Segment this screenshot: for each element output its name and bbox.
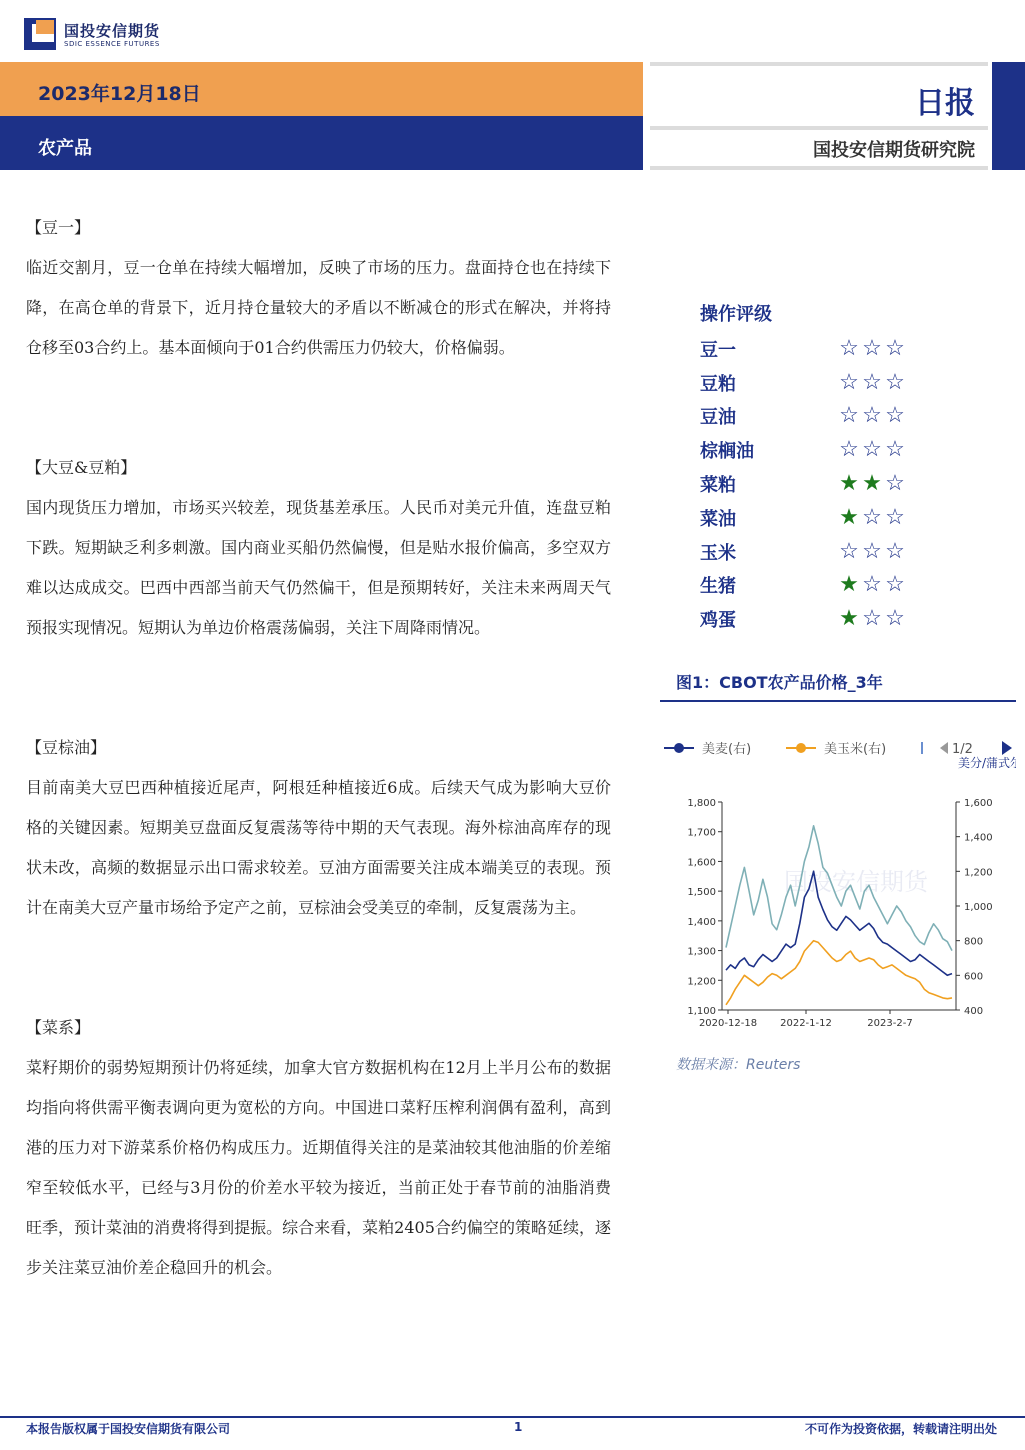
rating-stars bbox=[838, 608, 906, 630]
x-tick-label: 2022-1-12 bbox=[780, 1018, 832, 1029]
left-tick-label: 1,100 bbox=[687, 1006, 716, 1017]
rating-row bbox=[700, 433, 960, 467]
star-empty-icon: ☆ bbox=[839, 437, 859, 463]
rating-commodity-name: 豆油 bbox=[700, 407, 736, 429]
star-empty-icon: ☆ bbox=[862, 369, 882, 395]
series-line-2 bbox=[726, 941, 952, 1005]
star-empty-icon: ☆ bbox=[862, 606, 882, 632]
legend-label-corn: 美玉米(右) bbox=[824, 742, 887, 757]
legend-label-wheat: 美麦(右) bbox=[702, 742, 752, 757]
rating-stars bbox=[838, 504, 906, 530]
header-divider-bottom bbox=[650, 166, 988, 170]
star-empty-icon: ☆ bbox=[862, 437, 882, 463]
rating-row bbox=[700, 332, 960, 366]
star-empty-icon: ☆ bbox=[885, 572, 905, 598]
left-tick-label: 1,300 bbox=[687, 946, 716, 958]
rating-stars bbox=[838, 574, 906, 596]
chart-legend bbox=[664, 741, 1016, 770]
right-tick-label: 1,400 bbox=[964, 832, 993, 844]
star-empty-icon: ☆ bbox=[885, 606, 905, 632]
legend-prev-icon[interactable] bbox=[940, 742, 948, 754]
section-body: 临近交割月，豆一仓单在持续大幅增加，反映了市场的压力。盘面持仓也在持续下降，在高仓单的背景下，近月持仓量较大的矛盾以不断减仓的形式在解决，并将持仓移至03合约上。基本面倾向于01合约供需压力仍较大，价格偏弱。 bbox=[26, 258, 611, 357]
rating-panel bbox=[700, 298, 960, 636]
section-title: 【大豆&豆粕】 bbox=[26, 458, 137, 477]
section-bar bbox=[0, 116, 643, 170]
rating-row bbox=[700, 366, 960, 400]
section-soybean-meal bbox=[26, 448, 611, 648]
logo-icon bbox=[24, 18, 56, 50]
right-tick-label: 400 bbox=[964, 1006, 984, 1017]
section-rapeseed bbox=[26, 1008, 611, 1288]
rating-row bbox=[700, 467, 960, 501]
rating-stars bbox=[838, 369, 906, 395]
rating-row bbox=[700, 602, 960, 636]
x-tick-label: 2023-2-7 bbox=[867, 1018, 913, 1029]
rating-commodity-name: 鸡蛋 bbox=[700, 610, 736, 632]
section-body: 菜籽期价的弱势短期预计仍将延续，加拿大官方数据机构在12月上半月公布的数据均指向将供需平衡表调向更为宽松的方向。中国进口菜籽压榨利润偶有盈利，高到港的压力对下游菜系价格仍构成压力。近期值得关注的是菜油较其他油脂的价差缩窄至较低水平，已经与3月份的价差水平较为接近，当前正处于春节前的油脂消费旺季，预计菜油的消费将得到提振。综合来看，菜粕2405合约偏空的策略延续，逐步关注菜豆油价差企稳回升的机会。 bbox=[26, 1058, 611, 1277]
rating-commodity-name: 生猪 bbox=[700, 576, 736, 598]
section-body: 目前南美大豆巴西种植接近尾声，阿根廷种植接近6成。后续天气成为影响大豆价格的关键因素。短期美豆盘面反复震荡等待中期的天气表现。海外棕油高库存的现状未改，高频的数据显示出口需求较差。豆油方面需要关注成本端美豆的表现。预计在南美大豆产量市场给予定产之前，豆棕油会受美豆的牵制，反复震荡为主。 bbox=[26, 778, 611, 917]
rating-commodity-name: 棕榈油 bbox=[700, 441, 754, 463]
rating-row bbox=[700, 535, 960, 569]
section-title: 【豆棕油】 bbox=[26, 738, 107, 757]
report-section: 农产品 bbox=[38, 138, 92, 159]
rating-stars bbox=[838, 538, 906, 564]
chart-watermark: 国投安信期货 bbox=[784, 868, 928, 896]
legend-next-icon[interactable] bbox=[1002, 741, 1012, 755]
right-tick-label: 1,600 bbox=[964, 798, 993, 809]
star-filled-icon: ★ bbox=[839, 606, 859, 632]
star-empty-icon: ☆ bbox=[885, 538, 905, 564]
left-tick-label: 1,800 bbox=[687, 798, 716, 809]
star-empty-icon: ☆ bbox=[862, 572, 882, 598]
star-empty-icon: ☆ bbox=[885, 335, 905, 361]
left-tick-label: 1,600 bbox=[687, 857, 716, 869]
section-title: 【菜系】 bbox=[26, 1018, 91, 1037]
star-empty-icon: ☆ bbox=[885, 369, 905, 395]
rating-stars bbox=[838, 405, 906, 427]
section-title: 【豆一】 bbox=[26, 218, 91, 237]
rating-row bbox=[700, 400, 960, 434]
left-tick-label: 1,500 bbox=[687, 887, 716, 899]
company-logo bbox=[24, 16, 224, 52]
section-soy-palm-oil bbox=[26, 728, 611, 928]
star-empty-icon: ☆ bbox=[839, 335, 859, 361]
rating-commodity-name: 菜油 bbox=[700, 508, 736, 530]
left-tick-label: 1,400 bbox=[687, 916, 716, 928]
star-filled-icon: ★ bbox=[862, 471, 882, 497]
x-tick-label: 2020-12-18 bbox=[698, 1018, 758, 1029]
data-source: 数据来源：Reuters bbox=[676, 1057, 801, 1073]
right-axis-unit: 美分/蒲式尔 bbox=[958, 756, 1016, 770]
logo-english-name: SDIC ESSENCE FUTURES bbox=[64, 40, 160, 48]
legend-page: 1/2 bbox=[952, 742, 973, 757]
right-tick-label: 600 bbox=[964, 971, 984, 983]
rating-row bbox=[700, 569, 960, 603]
rating-commodity-name: 豆粕 bbox=[700, 373, 736, 395]
star-empty-icon: ☆ bbox=[839, 403, 859, 429]
left-tick-label: 1,700 bbox=[687, 827, 716, 839]
rating-stars bbox=[838, 335, 906, 361]
institute-name: 国投安信期货研究院 bbox=[813, 140, 975, 161]
right-tick-label: 1,000 bbox=[964, 902, 993, 913]
logo-chinese-name: 国投安信期货 bbox=[64, 22, 161, 40]
legend-marker-corn bbox=[796, 743, 806, 753]
footer-copyright: 本报告版权属于国投安信期货有限公司 bbox=[26, 1422, 231, 1436]
right-tick-label: 800 bbox=[964, 936, 984, 948]
chart-svg bbox=[660, 728, 1016, 1040]
legend-marker-wheat bbox=[674, 743, 684, 753]
footer-disclaimer: 不可作为投资依据，转载请注明出处 bbox=[804, 1422, 997, 1436]
star-filled-icon: ★ bbox=[839, 572, 859, 598]
rating-stars bbox=[838, 473, 906, 495]
figure-rule bbox=[660, 700, 1016, 702]
star-empty-icon: ☆ bbox=[862, 504, 882, 530]
header-divider-middle bbox=[650, 126, 988, 130]
star-empty-icon: ☆ bbox=[839, 369, 859, 395]
star-filled-icon: ★ bbox=[839, 471, 859, 497]
header-edge-block bbox=[992, 62, 1025, 170]
rating-stars bbox=[838, 439, 906, 461]
rating-row bbox=[700, 501, 960, 535]
star-empty-icon: ☆ bbox=[885, 471, 905, 497]
rating-commodity-name: 菜粕 bbox=[700, 475, 736, 497]
rating-title: 操作评级 bbox=[700, 304, 772, 325]
figure-title: 图1：CBOT农产品价格_3年 bbox=[676, 673, 883, 692]
star-empty-icon: ☆ bbox=[885, 403, 905, 429]
right-tick-label: 1,200 bbox=[964, 867, 993, 879]
star-empty-icon: ☆ bbox=[862, 538, 882, 564]
star-empty-icon: ☆ bbox=[862, 403, 882, 429]
section-soybean-one bbox=[26, 208, 611, 368]
report-date: 2023年12月18日 bbox=[38, 83, 201, 105]
footer-rule bbox=[0, 1416, 1025, 1418]
rating-commodity-name: 豆一 bbox=[700, 339, 736, 361]
section-body: 国内现货压力增加，市场买兴较差，现货基差承压。人民币对美元升值，连盘豆粕下跌。短期缺乏利多刺激。国内商业买船仍然偏慢，但是贴水报价偏高，多空双方难以达成成交。巴西中西部当前天气仍然偏干，但是预期转好，关注未来两周天气预报实现情况。短期认为单边价格震荡偏弱，关注下周降雨情况。 bbox=[26, 498, 611, 637]
star-empty-icon: ☆ bbox=[885, 504, 905, 530]
rating-commodity-name: 玉米 bbox=[700, 542, 736, 564]
price-chart bbox=[660, 728, 1016, 1040]
star-filled-icon: ★ bbox=[839, 504, 859, 530]
star-empty-icon: ☆ bbox=[862, 335, 882, 361]
footer-page-number: 1 bbox=[514, 1420, 523, 1434]
star-empty-icon: ☆ bbox=[885, 437, 905, 463]
left-tick-label: 1,200 bbox=[687, 976, 716, 988]
header-divider-top bbox=[650, 62, 988, 66]
report-type: 日报 bbox=[915, 86, 975, 121]
star-empty-icon: ☆ bbox=[839, 538, 859, 564]
